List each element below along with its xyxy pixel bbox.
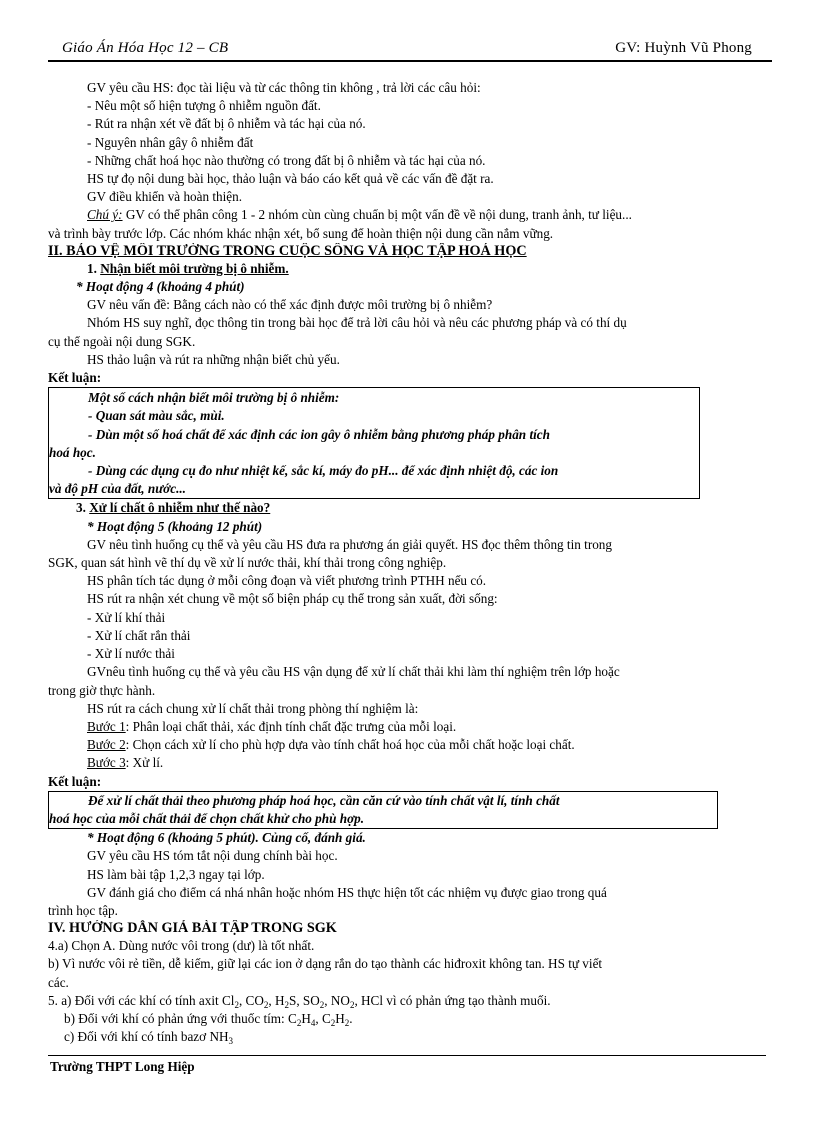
formula: CO bbox=[245, 992, 264, 1008]
formula-sub: 2 bbox=[319, 999, 325, 1010]
formula: H bbox=[335, 1010, 345, 1026]
paragraph: HS thảo luận và rút ra những nhận biết chủ yếu. bbox=[87, 351, 340, 367]
list-item: - Xử lí khí thải bbox=[87, 609, 166, 625]
note-text: GV có thể phân công 1 - 2 nhóm cùn cùng chuẩn bị một vấn đề về nội dung, tranh ảnh, tư liệu... bbox=[122, 207, 632, 223]
sep: , bbox=[296, 992, 303, 1008]
answer-text: c) Đối với khí có tính bazơ bbox=[64, 1029, 210, 1045]
step-2 bbox=[48, 736, 766, 754]
paragraph: SGK, quan sát hình vẽ thí dụ về xử lí nước thải, khí thải trong công nghiệp. bbox=[48, 555, 447, 571]
step-text: : Xử lí. bbox=[125, 755, 164, 771]
paragraph: HS phân tích tác dụng ở mỗi công đoạn và viết phương trình PTHH nếu có. bbox=[87, 573, 487, 589]
formula: H bbox=[301, 1010, 311, 1026]
subsection-title: Nhận biết môi trường bị ô nhiễm. bbox=[100, 260, 289, 276]
paragraph: HS làm bài tập 1,2,3 ngay tại lớp. bbox=[87, 866, 265, 882]
sep: . bbox=[349, 1010, 353, 1026]
section-heading-iv: IV. HƯỚNG DẪN GIẢ BÀI TẬP TRONG SGK bbox=[48, 920, 337, 937]
box-line: hoá học của mỗi chất thải để chọn chất khử cho phù hợp. bbox=[49, 810, 365, 826]
paragraph: và trình bày trước lớp. Các nhóm khác nhận xét, bổ sung để hoàn thiện nội dung cần nắm vững. bbox=[48, 225, 554, 241]
activity-6: * Hoạt động 6 (khoảng 5 phút). Củng cố, đánh giá. bbox=[87, 830, 366, 846]
subsection-number: 3. bbox=[76, 500, 90, 516]
answer-text: b) Đối với khí có phản ứng với thuốc tím: bbox=[64, 1010, 289, 1026]
header-subject: Giáo Án Hóa Học 12 – CB bbox=[62, 40, 229, 56]
activity-4: * Hoạt động 4 (khoảng 4 phút) bbox=[76, 279, 245, 295]
sep: , bbox=[324, 992, 331, 1008]
formula: S bbox=[288, 992, 297, 1008]
paragraph: GV nêu tình huống cụ thể và yêu cầu HS đưa ra phương án giải quyết. HS đọc thêm thông tin trong bbox=[87, 536, 612, 552]
conclusion-label: Kết luận: bbox=[48, 773, 102, 789]
answer-4b: b) Vì nước vôi rẻ tiền, dễ kiếm, giữ lại các ion ở dạng rắn do tạo thành các hiđroxit không tan. HS tự viết bbox=[48, 956, 603, 972]
formula: NH bbox=[209, 1029, 229, 1045]
sep: , bbox=[315, 1010, 322, 1026]
formula: C bbox=[288, 1010, 297, 1026]
box-line: - Dùn một số hoá chất để xác định các ion gây ô nhiễm bằng phương pháp phân tích bbox=[88, 426, 550, 442]
answer-5c bbox=[48, 1028, 766, 1046]
paragraph: - Rút ra nhận xét về đất bị ô nhiễm và tác hại của nó. bbox=[87, 116, 366, 132]
paragraph: HS tự đọ nội dung bài học, thảo luận và báo cáo kết quả về các vấn đề đặt ra. bbox=[87, 171, 494, 187]
lesson-content bbox=[48, 79, 766, 1046]
header-teacher: GV: Huỳnh Vũ Phong bbox=[615, 40, 752, 56]
list-item: - Xử lí chất rắn thải bbox=[87, 627, 191, 643]
formula-sub: 2 bbox=[349, 999, 355, 1010]
step-label: Bước 3 bbox=[87, 755, 126, 771]
formula: Cl bbox=[221, 992, 235, 1008]
paragraph: GV nêu vấn đề: Bằng cách nào có thể xác định được môi trường bị ô nhiễm? bbox=[87, 297, 493, 313]
answer-text: , HCl vì có phản ứng tạo thành muối. bbox=[354, 992, 551, 1008]
paragraph: GV điều khiển và hoàn thiện. bbox=[87, 189, 243, 205]
sep: , bbox=[238, 992, 246, 1008]
formula-sub: 2 bbox=[284, 999, 289, 1010]
subsection-title: Xử lí chất ô nhiễm như thế nào? bbox=[89, 500, 271, 516]
conclusion-box-2 bbox=[48, 791, 718, 829]
formula-sub: 2 bbox=[296, 1017, 302, 1028]
box-line: - Dùng các dụng cụ đo như nhiệt kế, sắc kí, máy đo pH... để xác định nhiệt độ, các ion bbox=[88, 463, 559, 479]
footer-school: Trường THPT Long Hiệp bbox=[50, 1059, 195, 1074]
list-item: - Xử lí nước thải bbox=[87, 646, 175, 662]
box-line: Một số cách nhận biết môi trường bị ô nhiễm: bbox=[88, 390, 340, 406]
conclusion-label: Kết luận: bbox=[48, 370, 102, 386]
formula-sub: 2 bbox=[330, 1017, 336, 1028]
note-label: Chú ý: bbox=[87, 207, 123, 223]
paragraph: HS rút ra nhận xét chung về một số biện pháp cụ thể trong sản xuất, đời sống: bbox=[87, 591, 498, 607]
paragraph: - Nêu một số hiện tượng ô nhiễm nguồn đất. bbox=[87, 98, 321, 114]
step-text: : Phân loại chất thải, xác định tính chất đặc trưng của mỗi loại. bbox=[125, 718, 457, 734]
note-paragraph bbox=[48, 206, 766, 224]
subsection-1 bbox=[48, 260, 766, 278]
step-label: Bước 2 bbox=[87, 737, 126, 753]
step-label: Bước 1 bbox=[87, 718, 126, 734]
answer-5a bbox=[48, 992, 766, 1010]
formula-sub: 2 bbox=[344, 1017, 350, 1028]
paragraph: GV yêu cầu HS: đọc tài liệu và từ các thông tin không , trả lời các câu hỏi: bbox=[87, 80, 481, 95]
paragraph: cụ thể ngoài nội dung SGK. bbox=[48, 333, 196, 349]
formula: H bbox=[274, 992, 285, 1008]
paragraph: HS rút ra cách chung xử lí chất thải trong phòng thí nghiệm là: bbox=[87, 700, 419, 716]
header-divider bbox=[48, 60, 772, 62]
sep: , bbox=[268, 992, 275, 1008]
answer-5b bbox=[48, 1010, 766, 1028]
formula-sub: 2 bbox=[234, 999, 239, 1010]
formula-sub: 3 bbox=[228, 1036, 233, 1047]
formula: NO bbox=[330, 992, 350, 1008]
answer-4a: 4.a) Chọn A. Dùng nước vôi trong (dư) là tốt nhất. bbox=[48, 938, 315, 954]
answer-text: 5. a) Đối với các khí có tính axit bbox=[48, 992, 222, 1008]
box-line: và độ pH của đất, nước... bbox=[49, 481, 186, 497]
box-line: - Quan sát màu sắc, mùi. bbox=[88, 408, 225, 424]
paragraph: GV đánh giá cho điểm cá nhá nhân hoặc nhóm HS thực hiện tốt các nhiệm vụ được giao trong quá bbox=[87, 884, 607, 900]
step-3 bbox=[48, 754, 766, 772]
conclusion-box-1 bbox=[48, 387, 700, 499]
page-header bbox=[48, 40, 772, 62]
paragraph: trong giờ thực hành. bbox=[48, 682, 156, 698]
formula-sub: 4 bbox=[310, 1017, 316, 1028]
step-text: : Chọn cách xử lí cho phù hợp dựa vào tính chất hoá học của mỗi chất hoặc loại chất. bbox=[125, 737, 575, 753]
paragraph: - Nguyên nhân gây ô nhiễm đất bbox=[87, 134, 254, 150]
formula: SO bbox=[302, 992, 320, 1008]
paragraph: - Những chất hoá học nào thường có trong đất bị ô nhiễm và tác hại của nó. bbox=[87, 152, 486, 168]
answer-4b-cont: các. bbox=[48, 974, 69, 990]
section-heading-ii: II. BẢO VỆ MÔI TRƯỜNG TRONG CUỘC SỐNG VÀ HỌC TẬP HOÁ HỌC bbox=[48, 242, 527, 259]
box-line: Để xử lí chất thải theo phương pháp hoá học, cần căn cứ vào tính chất vật lí, tính chất bbox=[88, 792, 560, 808]
formula-sub: 2 bbox=[263, 999, 269, 1010]
box-line: hoá học. bbox=[49, 444, 96, 460]
subsection-3 bbox=[48, 499, 766, 517]
subsection-number: 1. bbox=[87, 260, 101, 276]
activity-5: * Hoạt động 5 (khoảng 12 phút) bbox=[87, 518, 263, 534]
paragraph: GV yêu cầu HS tóm tắt nội dung chính bài học. bbox=[87, 848, 338, 864]
footer-divider bbox=[48, 1055, 766, 1056]
formula: C bbox=[321, 1010, 331, 1026]
paragraph: GVnêu tình huống cụ thể và yêu cầu HS vận dụng để xử lí chất thải khi làm thí nghiệm trên lớp hoặc bbox=[87, 664, 620, 680]
step-1 bbox=[48, 718, 766, 736]
paragraph: trình học tập. bbox=[48, 902, 118, 918]
paragraph: Nhóm HS suy nghĩ, đọc thông tin trong bài học để trả lời câu hỏi và nêu các phương pháp và có thí dụ bbox=[87, 315, 627, 331]
